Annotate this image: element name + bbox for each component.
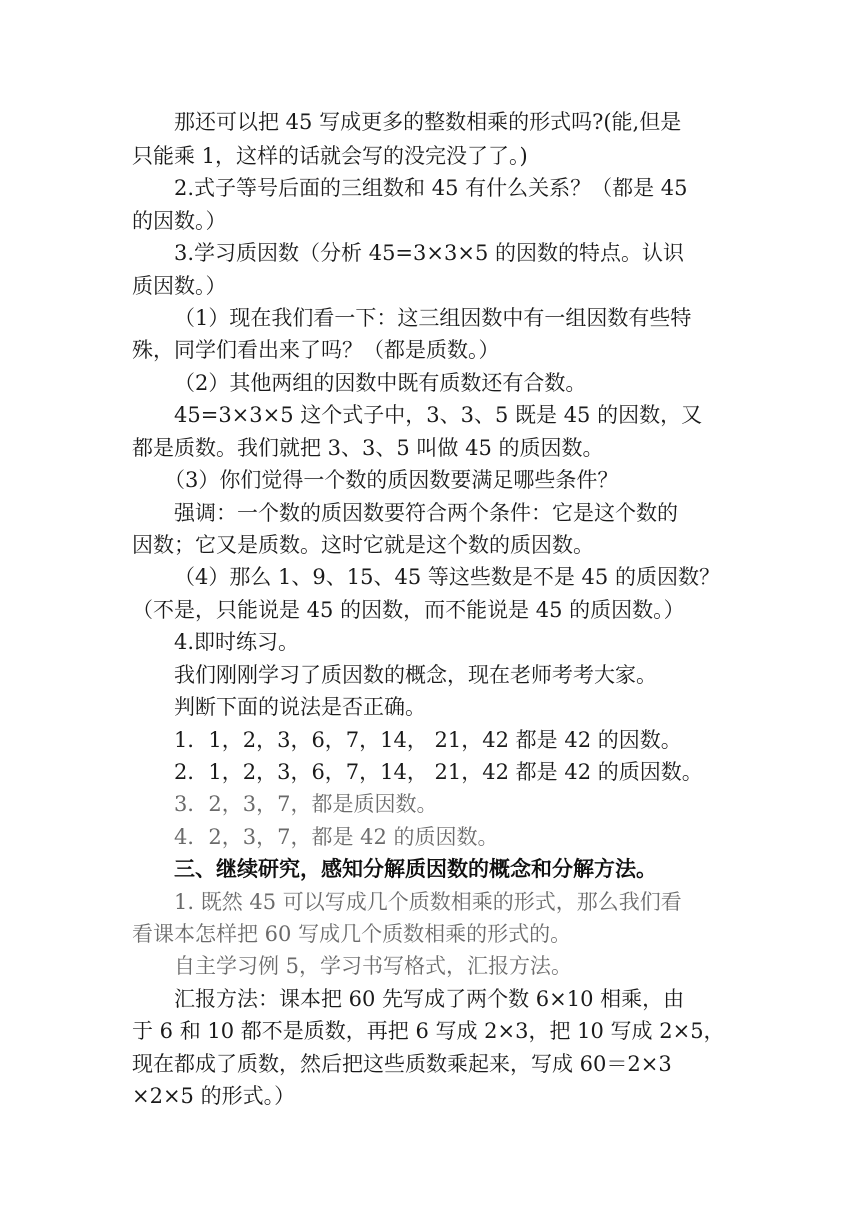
section-heading: 三、继续研究，感知分解质因数的概念和分解方法。 bbox=[174, 857, 657, 881]
paragraph-line: 45=3×3×5 这个式子中，3、3、5 既是 45 的因数，又 bbox=[174, 403, 703, 427]
paragraph-line: （2）其他两组的因数中既有质数还有合数。 bbox=[174, 371, 587, 395]
paragraph-line: 现在都成了质数，然后把这些质数乘起来，写成 60＝2×3 bbox=[132, 1052, 672, 1076]
paragraph-line: 的因数。） bbox=[132, 209, 227, 233]
paragraph-line: 看课本怎样把 60 写成几个质数相乘的形式的。 bbox=[132, 922, 572, 946]
paragraph-line: 于 6 和 10 都不是质数，再把 6 写成 2×3，把 10 写成 2×5， bbox=[132, 1019, 725, 1043]
paragraph-line: 3.学习质因数（分析 45=3×3×5 的因数的特点。认识 bbox=[174, 241, 684, 265]
paragraph-line: （3）你们觉得一个数的质因数要满足哪些条件？ bbox=[164, 468, 619, 492]
paragraph-line: 都是质数。我们就把 3、3、5 叫做 45 的质因数。 bbox=[132, 436, 604, 460]
paragraph-line: 殊，同学们看出来了吗？（都是质数。） bbox=[132, 338, 500, 362]
paragraph-line: 判断下面的说法是否正确。 bbox=[174, 695, 426, 719]
paragraph-line: 汇报方法：课本把 60 先写成了两个数 6×10 相乘，由 bbox=[174, 987, 685, 1011]
exercise-item: 2．1，2，3，6，7，14， 21，42 都是 42 的质因数。 bbox=[174, 760, 703, 784]
paragraph-line: 自主学习例 5，学习书写格式，汇报方法。 bbox=[174, 954, 573, 978]
paragraph-line: 4.即时练习。 bbox=[174, 630, 300, 654]
paragraph-line: 因数；它又是质数。这时它就是这个数的质因数。 bbox=[132, 533, 594, 557]
paragraph-line: 质因数。） bbox=[132, 274, 227, 298]
paragraph-line: 强调：一个数的质因数要符合两个条件：它是这个数的 bbox=[174, 501, 678, 525]
paragraph-line: （1）现在我们看一下：这三组因数中有一组因数有些特 bbox=[174, 306, 692, 330]
paragraph-line: 只能乘 1，这样的话就会写的没完没了了。) bbox=[132, 144, 528, 168]
exercise-item: 3．2，3，7，都是质因数。 bbox=[174, 792, 438, 816]
exercise-item: 1．1，2，3，6，7，14， 21，42 都是 42 的因数。 bbox=[174, 728, 682, 752]
paragraph-line: 我们刚刚学习了质因数的概念，现在老师考考大家。 bbox=[174, 663, 657, 687]
paragraph-line: （不是，只能说是 45 的因数，而不能说是 45 的质因数。） bbox=[132, 598, 685, 622]
paragraph-line: （4）那么 1、9、15、45 等这些数是不是 45 的质因数？ bbox=[174, 565, 720, 589]
paragraph-line: ×2×5 的形式。） bbox=[132, 1084, 296, 1108]
paragraph-line: 2.式子等号后面的三组数和 45 有什么关系？（都是 45 bbox=[174, 176, 688, 200]
exercise-item: 4．2，3，7，都是 42 的质因数。 bbox=[174, 825, 499, 849]
paragraph-line: 1. 既然 45 可以写成几个质数相乘的形式，那么我们看 bbox=[174, 890, 682, 914]
paragraph-line: 那还可以把 45 写成更多的整数相乘的形式吗?(能,但是 bbox=[174, 110, 682, 134]
